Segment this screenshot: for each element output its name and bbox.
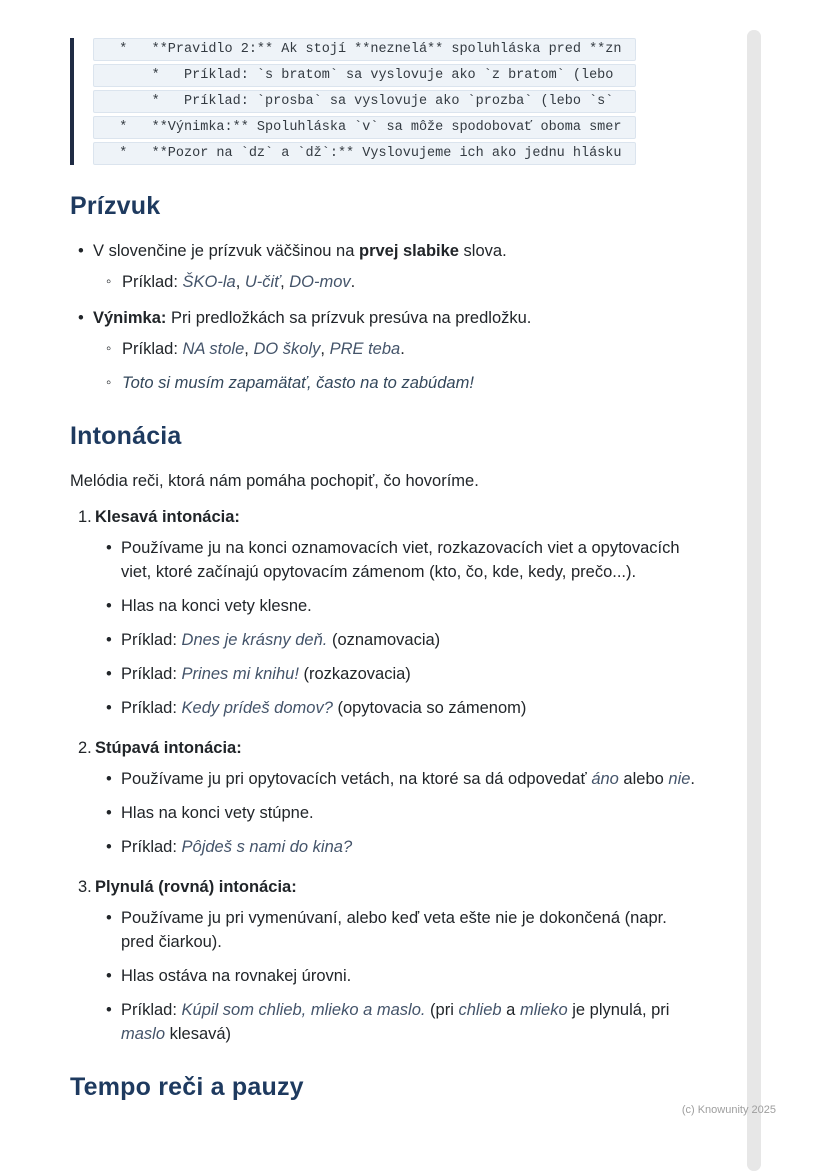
intro-paragraph: Melódia reči, ktorá nám pomáha pochopiť, čo hovoríme. [70, 472, 479, 490]
text-segment: Používame ju na konci oznamovacích viet, rozkazovacích viet a opytovacích viet, ktoré začínajú opytovacím zámenom (kto, čo, kde, kedy, prečo...). [121, 539, 680, 581]
code-line: * Príklad: `prosba` sa vyslovuje ako `prozba` (lebo `s` [93, 90, 636, 113]
text-segment: (rozkazovacia) [298, 665, 411, 683]
text-segment: Hlas na konci vety stúpne. [121, 804, 314, 822]
list-item [98, 371, 702, 395]
document-content [70, 0, 702, 1120]
text-segment: nie [668, 770, 691, 788]
list-item-text [121, 906, 702, 954]
list-number: 3. [78, 878, 92, 896]
list-item [98, 696, 702, 720]
nested-list [98, 906, 702, 1046]
text-segment: klesavá) [165, 1025, 232, 1043]
text-segment: . [350, 273, 356, 291]
list-item [98, 662, 702, 686]
text-segment: alebo [618, 770, 669, 788]
list-item-text [121, 767, 702, 791]
text-segment: Prines mi knihu! [181, 665, 299, 683]
list-item [70, 239, 702, 294]
list-item [98, 998, 702, 1046]
markdown-code-block [70, 38, 702, 165]
text-segment: Dnes je krásny deň. [181, 631, 328, 649]
bullet-icon: • [106, 631, 112, 649]
bullet-icon: • [106, 967, 112, 985]
scrollbar-thumb[interactable] [747, 30, 761, 1171]
list-item-text [93, 239, 702, 263]
circle-bullet-icon: ◦ [106, 273, 112, 290]
nested-list [98, 337, 702, 395]
text-segment: Príklad: [122, 340, 183, 358]
bullet-icon: • [106, 770, 112, 788]
text-segment: Pri predložkách sa prízvuk presúva na predložku. [166, 309, 532, 327]
text-segment: Stúpavá intonácia: [95, 739, 242, 757]
text-segment: Príklad: [121, 1001, 182, 1019]
text-segment: maslo [121, 1025, 166, 1043]
text-segment: Kúpil som chlieb, mlieko a maslo. [181, 1001, 426, 1019]
code-line: * Príklad: `s bratom` sa vyslovuje ako `z bratom` (lebo [93, 64, 636, 87]
list-item-text [121, 536, 702, 584]
heading-intonacia: Intonácia [70, 422, 182, 450]
bullet-icon: • [106, 539, 112, 557]
text-segment: (opytovacia so zámenom) [332, 699, 527, 717]
numbered-item-title [95, 505, 702, 529]
scrollbar-track[interactable] [747, 30, 761, 1171]
heading-prizvuk: Prízvuk [70, 192, 161, 220]
text-segment: NA stole [182, 340, 245, 358]
text-segment: ŠKO-la [182, 273, 236, 291]
text-segment: Hlas na konci vety klesne. [121, 597, 312, 615]
list-item [98, 964, 702, 988]
text-segment: V slovenčine je prízvuk väčšinou na [93, 242, 359, 260]
text-segment: Toto si musím zapamätať, často na to zabúdam! [122, 374, 474, 392]
text-segment: Plynulá (rovná) intonácia: [95, 878, 297, 896]
bullet-icon: • [106, 1001, 112, 1019]
list-item-text [121, 696, 702, 720]
numbered-item [70, 736, 702, 859]
text-segment: mlieko [519, 1001, 568, 1019]
prizvuk-list [70, 239, 702, 395]
numbered-item [70, 505, 702, 720]
circle-bullet-icon: ◦ [106, 374, 112, 391]
numbered-item [70, 875, 702, 1046]
text-segment: (pri [425, 1001, 459, 1019]
list-item-text [122, 270, 702, 294]
list-item-text [121, 662, 702, 686]
bullet-icon: • [78, 309, 84, 327]
text-segment: Používame ju pri vymenúvaní, alebo keď veta ešte nie je dokončená (napr. pred čiarkou). [121, 909, 667, 951]
text-segment: DO-mov [289, 273, 351, 291]
list-item [98, 835, 702, 859]
nested-list [98, 270, 702, 294]
text-segment: . [400, 340, 405, 358]
text-segment: DO školy [253, 340, 321, 358]
heading-tempo: Tempo reči a pauzy [70, 1073, 304, 1101]
list-item-text [121, 964, 702, 988]
text-segment: Príklad: [121, 699, 182, 717]
list-number: 1. [78, 508, 92, 526]
list-item [98, 270, 702, 294]
text-segment: a [501, 1001, 520, 1019]
text-segment: Pôjdeš s nami do kina? [181, 838, 353, 856]
nested-list [98, 536, 702, 720]
text-segment: Príklad: [122, 273, 183, 291]
numbered-item-title [95, 736, 702, 760]
list-item-text [122, 337, 702, 361]
text-segment: Príklad: [121, 838, 182, 856]
list-item [98, 801, 702, 825]
text-segment: , [244, 340, 254, 358]
list-item-text [121, 628, 702, 652]
text-segment: Klesavá intonácia: [95, 508, 240, 526]
text-segment: Výnimka: [93, 309, 167, 327]
list-item [70, 306, 702, 395]
text-segment: PRE teba [329, 340, 401, 358]
list-number: 2. [78, 739, 92, 757]
text-segment: U-čiť [244, 273, 281, 291]
list-item-text [93, 306, 702, 330]
text-segment: Používame ju pri opytovacích vetách, na ktoré sa dá odpovedať [121, 770, 592, 788]
text-segment: áno [591, 770, 619, 788]
bullet-icon: • [78, 242, 84, 260]
text-segment: je plynulá, pri [567, 1001, 670, 1019]
list-item [98, 767, 702, 791]
bullet-icon: • [106, 699, 112, 717]
code-line: * **Pravidlo 2:** Ak stojí **neznelá** spoluhláska pred **zn [93, 38, 636, 61]
list-item-text [121, 801, 702, 825]
list-item [98, 628, 702, 652]
text-segment: Kedy prídeš domov? [181, 699, 333, 717]
code-line: * **Výnimka:** Spoluhláska `v` sa môže spodobovať oboma smer [93, 116, 636, 139]
text-segment: Hlas ostáva na rovnakej úrovni. [121, 967, 352, 985]
circle-bullet-icon: ◦ [106, 340, 112, 357]
text-segment: slova. [458, 242, 507, 260]
text-segment: (oznamovacia) [327, 631, 441, 649]
code-line: * **Pozor na `dz` a `dž`:** Vyslovujeme ich ako jednu hlásku [93, 142, 636, 165]
nested-list [98, 767, 702, 859]
list-item [98, 536, 702, 584]
text-segment: Príklad: [121, 631, 182, 649]
bullet-icon: • [106, 909, 112, 927]
list-item [98, 594, 702, 618]
bullet-icon: • [106, 804, 112, 822]
bullet-icon: • [106, 597, 112, 615]
text-segment: Príklad: [121, 665, 182, 683]
bullet-icon: • [106, 665, 112, 683]
list-item-text [122, 371, 702, 395]
list-item-text [121, 835, 702, 859]
text-segment: chlieb [458, 1001, 502, 1019]
list-item [98, 906, 702, 954]
list-item [98, 337, 702, 361]
list-item-text [121, 594, 702, 618]
list-item-text [121, 998, 702, 1046]
text-segment: . [690, 770, 696, 788]
bullet-icon: • [106, 838, 112, 856]
text-segment: , [320, 340, 330, 358]
text-segment: , [280, 273, 290, 291]
numbered-item-title [95, 875, 702, 899]
watermark: (c) Knowunity 2025 [681, 1104, 776, 1116]
text-segment: , [235, 273, 245, 291]
text-segment: prvej slabike [358, 242, 459, 260]
intonacia-list [70, 505, 702, 1046]
